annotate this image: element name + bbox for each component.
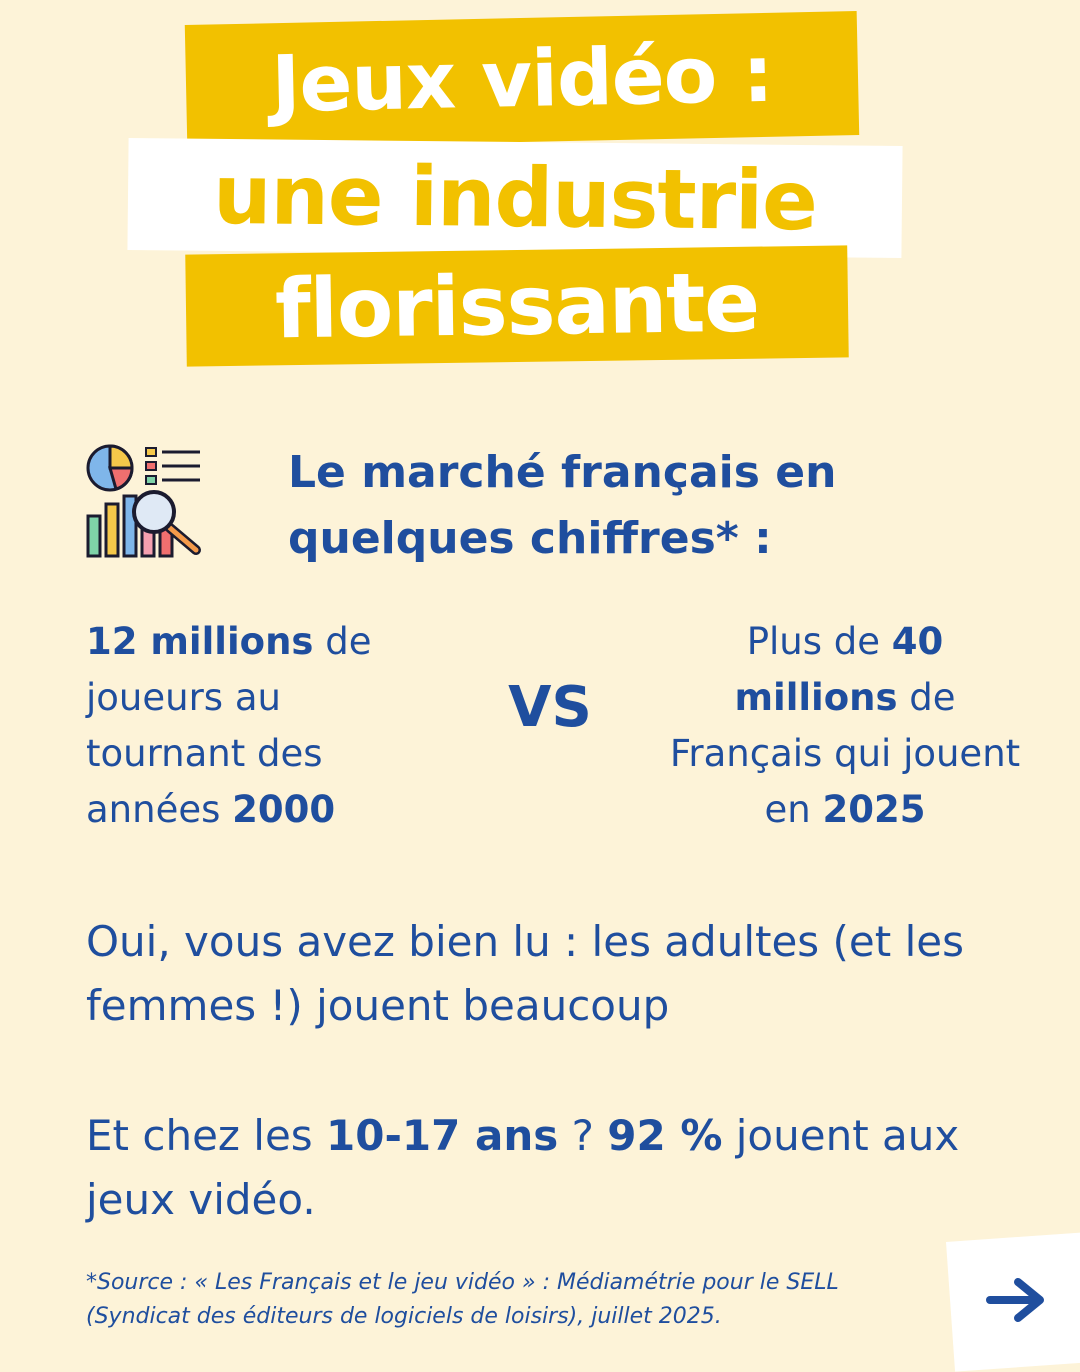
chart-magnifier-icon — [84, 442, 204, 562]
section-heading: Le marché français en quelques chiffres* : — [288, 447, 837, 564]
stat-2000 — [86, 614, 426, 838]
teens-text-2: ? — [558, 1111, 608, 1160]
teens-text-3: jouent aux jeux vidéo. — [86, 1111, 960, 1224]
teens-percent: 92 % — [607, 1111, 723, 1160]
stat-2025 — [660, 614, 1030, 838]
paragraph-teens — [86, 1104, 1036, 1232]
title-line-1: Jeux vidéo : — [270, 29, 774, 131]
paragraph-adults: Oui, vous avez bien lu : les adultes (et les femmes !) jouent beaucoup — [86, 917, 964, 1030]
title-band-3 — [185, 245, 848, 366]
vs-label: VS — [508, 675, 592, 740]
stat-2025-text: de Français qui jouent en — [669, 676, 1021, 831]
title-band-1 — [185, 11, 859, 149]
stat-2025-prefix: Plus de — [746, 620, 892, 663]
stat-2025-year: 2025 — [822, 788, 926, 831]
stat-2025-number: 40 millions — [734, 620, 944, 719]
title-line-3: florissante — [274, 255, 760, 357]
arrow-right-icon[interactable] — [986, 1276, 1048, 1324]
stat-2000-number: 12 millions — [86, 620, 314, 663]
teens-age-range: 10-17 ans — [326, 1111, 559, 1160]
stat-2000-text: de joueurs au tournant des années — [86, 620, 372, 831]
title-band-2 — [127, 138, 902, 258]
title-line-2: une industrie — [212, 147, 818, 249]
source-footnote: *Source : « Les Français et le jeu vidéo » : Médiamétrie pour le SELL (Syndicat des éditeurs de logiciels de loisirs), juillet 2025. — [86, 1270, 839, 1329]
stat-2000-year: 2000 — [232, 788, 336, 831]
teens-text-1: Et chez les — [86, 1111, 327, 1160]
